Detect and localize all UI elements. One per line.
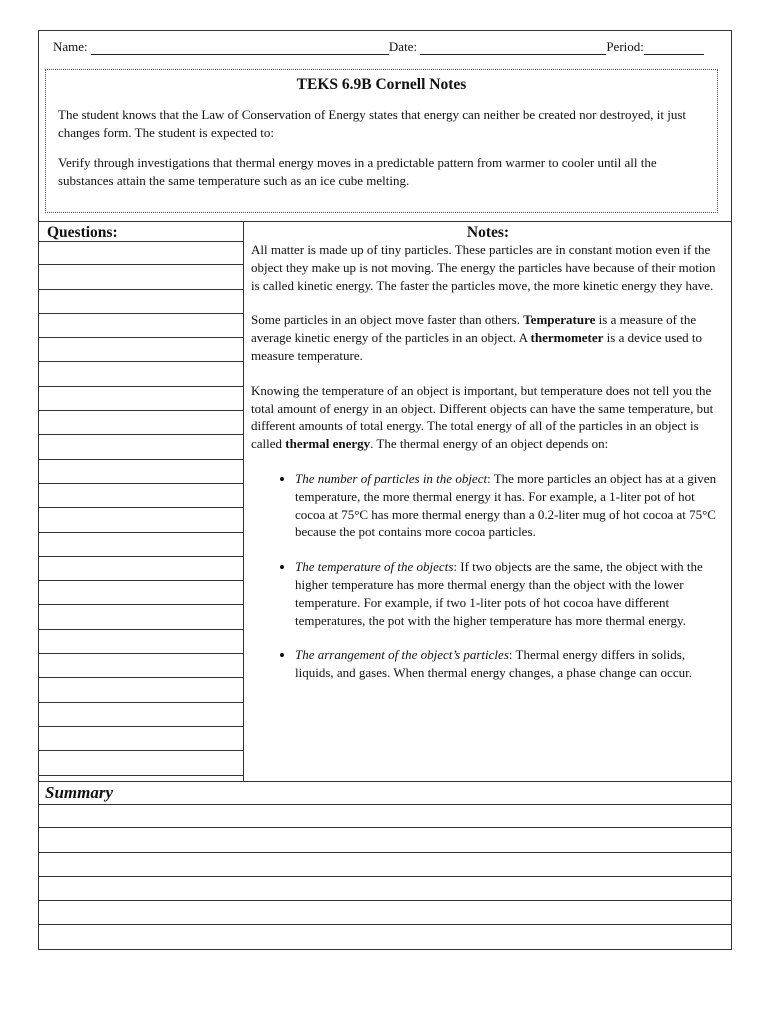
summary-line[interactable] <box>39 828 731 852</box>
questions-title: Questions: <box>47 224 118 241</box>
questions-lines[interactable] <box>39 241 243 776</box>
factor-text: : If two objects are the same, the object with the higher temperature has more thermal energy than the object with the lower temperature. For example, if two 1-liter pots of hot cocoa have different temperatures, the pot with the higher temperature has more thermal energy. <box>295 559 703 628</box>
teks-paragraph-expectation: Verify through investigations that thermal energy moves in a predictable pattern from warmer to cooler until all the substances attain the same temperature such as an ice cube melting. <box>58 155 657 188</box>
question-line[interactable] <box>39 290 243 314</box>
list-item <box>295 558 723 629</box>
factor-heading: The arrangement of the object’s particles <box>295 647 509 663</box>
text-run: is a measure of the average kinetic energy of the particles in an object. A <box>251 312 697 346</box>
factor-heading: The number of particles in the object <box>295 470 488 486</box>
notes-title: Notes: <box>466 224 510 241</box>
question-line[interactable] <box>39 605 243 629</box>
question-line[interactable] <box>39 362 243 386</box>
question-line[interactable] <box>39 411 243 435</box>
list-item <box>295 646 723 682</box>
summary-title: Summary <box>45 783 114 802</box>
summary-line[interactable] <box>39 925 731 949</box>
question-line[interactable] <box>39 265 243 289</box>
question-line[interactable] <box>39 678 243 702</box>
term-temperature: Temperature <box>523 312 596 328</box>
summary-divider <box>39 781 731 782</box>
notes-paragraph-thermal-energy <box>251 382 723 453</box>
question-line[interactable] <box>39 703 243 727</box>
term-thermal-energy: thermal energy <box>285 436 371 452</box>
question-line[interactable] <box>39 751 243 775</box>
summary-line[interactable] <box>39 804 731 828</box>
teks-box <box>45 69 718 213</box>
thermal-energy-factors-list <box>251 470 723 682</box>
question-line[interactable] <box>39 654 243 678</box>
notes-paragraph-temperature <box>251 311 723 364</box>
notes-body <box>251 241 723 699</box>
date-blank[interactable] <box>420 42 606 55</box>
date-label: Date: <box>388 39 418 54</box>
question-line[interactable] <box>39 630 243 654</box>
question-line[interactable] <box>39 533 243 557</box>
teks-paragraph-standard: The student knows that the Law of Conservation of Energy states that energy can neither be created nor destroyed, it just changes form. The student is expected to: <box>58 107 687 140</box>
question-line[interactable] <box>39 727 243 751</box>
summary-line[interactable] <box>39 877 731 901</box>
factor-text: : The more particles an object has at a given temperature, the more thermal energy it has. For example, a 1-liter pot of hot cocoa at 75°C has more thermal energy than a 0.2-liter mug of hot cocoa at 75°C because the pot contains more cocoa particles. <box>295 470 717 540</box>
summary-lines[interactable] <box>39 804 731 950</box>
text-run: is a device used to measure temperature. <box>251 330 702 363</box>
summary-line[interactable] <box>39 901 731 925</box>
text-run: . The thermal energy of an object depends on: <box>370 436 609 452</box>
name-label: Name: <box>53 39 88 54</box>
question-line[interactable] <box>39 435 243 459</box>
question-line[interactable] <box>39 581 243 605</box>
summary-line[interactable] <box>39 853 731 877</box>
question-line[interactable] <box>39 387 243 411</box>
question-line[interactable] <box>39 508 243 532</box>
question-line[interactable] <box>39 484 243 508</box>
text-run: Some particles in an object move faster than others. <box>251 312 524 328</box>
name-blank[interactable] <box>91 42 389 55</box>
period-label: Period: <box>606 39 644 54</box>
question-line[interactable] <box>39 557 243 581</box>
list-item <box>295 470 723 541</box>
question-line[interactable] <box>39 314 243 338</box>
factor-heading: The temperature of the objects <box>295 559 454 575</box>
period-blank[interactable] <box>644 42 704 55</box>
term-thermometer: thermometer <box>530 330 604 346</box>
question-line[interactable] <box>39 338 243 362</box>
question-line[interactable] <box>39 460 243 484</box>
notes-top-divider <box>39 221 731 222</box>
factor-text: : Thermal energy differs in solids, liquids, and gases. When thermal energy changes, a phase change can occur. <box>295 647 692 681</box>
notes-paragraph-particles: All matter is made up of tiny particles. These particles are in constant motion even if the object they make up is not moving. The energy the particles have because of their motion is called kinetic energy. The faster the particles move, the more kinetic energy they have. <box>251 242 716 293</box>
column-divider <box>243 221 244 781</box>
question-line[interactable] <box>39 241 243 265</box>
text-run: Knowing the temperature of an object is important, but temperature does not tell you the total amount of energy in an object. Different objects can have the same temperature, but different amounts of total energy. The total energy of all of the particles in an object is called <box>251 382 714 452</box>
cornell-notes-sheet <box>38 30 732 950</box>
header-fields <box>53 39 717 55</box>
teks-title: TEKS 6.9B Cornell Notes <box>296 76 467 93</box>
